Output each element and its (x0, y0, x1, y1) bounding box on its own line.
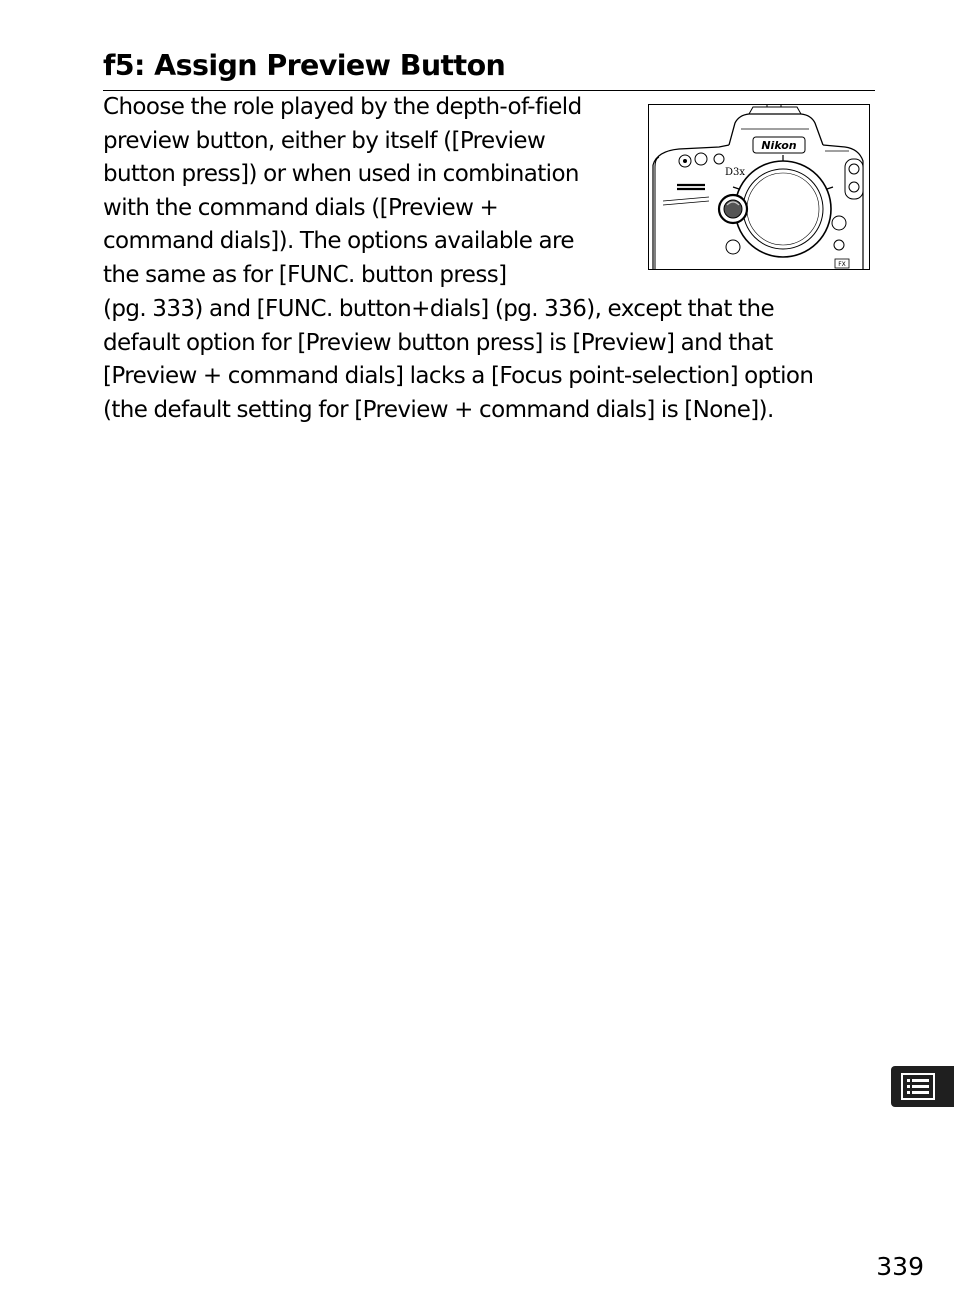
body-line: Choose the role played by the depth-of-field (103, 94, 582, 120)
body-paragraph-full (103, 293, 875, 427)
camera-body-icon (649, 105, 869, 269)
body-line: with the command dials ([Preview + (103, 194, 499, 221)
body-line: default option for [Preview button press] is [Preview] and that (103, 329, 773, 356)
camera-front-illustration (648, 104, 870, 270)
page-number: 339 (876, 1252, 924, 1281)
custom-settings-tab[interactable] (891, 1066, 954, 1107)
body-line: [Preview + command dials] lacks a [Focus point-selection] option (103, 363, 814, 390)
body-line: (the default setting for [Preview + command dials] is [None]). (103, 396, 774, 423)
body-line: preview button, either by itself ([Preview (103, 127, 546, 154)
brand-text: Nikon (761, 139, 797, 152)
custom-settings-menu-icon (901, 1073, 935, 1100)
section-title: f5: Assign Preview Button (103, 49, 506, 82)
body-line: button press]) or when used in combination (103, 161, 579, 188)
format-badge: FX (838, 261, 846, 268)
body-line: (pg. 333) and [FUNC. button+dials] (pg. 336), except that the (103, 296, 774, 322)
model-text: D3x (725, 167, 746, 178)
body-line: command dials]). The options available are (103, 228, 574, 255)
body-line: the same as for [FUNC. button press] (103, 261, 507, 288)
body-paragraph-wrapped (103, 91, 628, 293)
